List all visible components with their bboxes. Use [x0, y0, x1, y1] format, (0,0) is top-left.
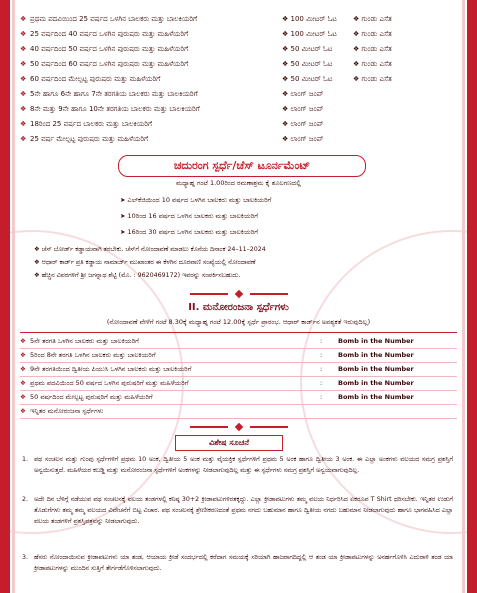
chess-note: ❖ ಆಧಾರ್ ಕಾರ್ಡ್ ಪ್ರತಿ ಕಡ್ಡಾಯ ನಾಮಾರ್ಜ್ ಮುಖಾಂತರ ಈ ಕೆಳಗಿನ ದೂರವಾಣಿ ಸಂಖ್ಯೆಯಲ್ಲಿ ನೋಂದಾವಣೆ: [34, 259, 256, 266]
right-border: [467, 0, 477, 593]
left-inner-border: [12, 0, 15, 593]
event-row: ❖ 25 ವರ್ಷದಿಂದ 40 ವರ್ಷದ ಒಳಗಿನ ಪುರುಷರು ಮತ್ತು ಮಹಿಳೆಯರಿಗೆ ❖ 100 ಮೀಟರ್ ಓಟ ❖ ಗುಂಡು ಎಸೆತ: [20, 30, 392, 38]
ornament-divider: [190, 291, 290, 297]
ornament-divider: [190, 424, 290, 430]
entertainment-table: [20, 332, 457, 415]
event-row: ❖ 25 ವರ್ಷ ಮೇಲ್ಪಟ್ಟ ಪುರುಷರು ಮತ್ತು ಮಹಿಳೆಯರಿಗೆ ❖ ಲಾಂಗ್ ಜಂಪ್: [20, 135, 324, 143]
chess-group-item: ➤ ಎಲ್‌ಕೆಜಿಯಿಂದ 10 ವರ್ಷದ ಒಳಗಿನ ಬಾಲಕರು ಮತ್ತು ಬಾಲಕಿಯರಿಗೆ: [120, 196, 272, 204]
event-row: ❖ 8ನೇ ಮತ್ತು 9ನೇ ಹಾಗೂ 10ನೇ ತರಗತಿಯ ಬಾಲಕರು ಮತ್ತು ಬಾಲಕಿಯರಿಗೆ ❖ ಲಾಂಗ್ ಜಂಪ್: [20, 105, 324, 113]
event-row: ❖ 40 ವರ್ಷದಿಂದ 50 ವರ್ಷದ ಒಳಗಿನ ಪುರುಷರು ಮತ್ತು ಮಹಿಳೆಯರಿಗೆ ❖ 50 ಮೀಟರ್ ಓಟ ❖ ಗುಂಡು ಎಸೆತ: [20, 45, 392, 53]
chess-note: ❖ ಚೆಸ್ ಬೋರ್ಡ್ ಕಡ್ಡಾಯವಾಗಿ ತರಬೇಕು. ಚೆಸ್‌ಗೆ ನೋಂದಾವಣೆ ಮಾಡಲು ಕೊನೆಯ ದಿನಾಂಕ 24–11–2024: [34, 246, 266, 253]
table-row: ❖ 5ರಿಂದ 8ನೇ ತರಗತಿ ಒಳಗಿನ ಬಾಲಕರು ಮತ್ತು ಬಾಲಕಿಯರಿಗೆ : Bomb in the Number: [20, 349, 457, 363]
event-row: ❖ ಪ್ರಥಮ ಪದವಿಯಿಂದ 25 ವರ್ಷದ ಒಳಗಿನ ಬಾಲಕರು ಮತ್ತು ಬಾಲಕಿಯರಿಗೆ ❖ 100 ಮೀಟರ್ ಓಟ ❖ ಗುಂಡು ಎಸೆತ: [20, 15, 392, 23]
entertainment-note: (ನೋಂದಾವಣೆ ವೇಳೆಗೆ ಗಂಟೆ 8.30ಕ್ಕೆ ಮಧ್ಯಾಹ್ನ ಗಂಟೆ 12.00ಕ್ಕೆ ಸ್ಪರ್ಧೆ ಪ್ರಾರಂಭ. ಆಧಾರ್ ಕಾರ್ಡ್‌ನ ಅವಶ್ಯಕತೆ ಇರುವುದಿಲ್ಲ): [106, 318, 371, 326]
table-row: ❖ 9ನೇ ತರಗತಿಯಿಂದ ದ್ವಿತೀಯ ಪಿಯುಸಿ ಒಳಗಿನ ಬಾಲಕರು ಮತ್ತು ಬಾಲಕಿಯರಿಗೆ : Bomb in the Number: [20, 363, 457, 377]
event-row: ❖ 5ನೇ ಹಾಗೂ 6ನೇ ಹಾಗೂ 7ನೇ ತರಗತಿಯ ಬಾಲಕರು ಮತ್ತು ಬಾಲಕಿಯರಿಗೆ ❖ ಲಾಂಗ್ ಜಂಪ್: [20, 90, 324, 98]
left-border: [0, 0, 10, 593]
special-notice-title: ವಿಶೇಷ ಸೂಚನೆ: [175, 435, 283, 451]
chess-section-title: ಚದುರಂಗ ಸ್ಪರ್ಧೆ/ಚೆಸ್ ಟೂರ್ನಮೆಂಟ್: [118, 155, 366, 177]
chess-note: ❖ ಹೆಚ್ಚಿನ ವಿವರಗಳಿಗೆ ಶ್ರೀ ಜಗನ್ನಾಥ ಶೆಟ್ಟಿ (ಮೊ. : 9620469172) ಇವರನ್ನು ಸಂಪರ್ಕಿಸಬಹುದು.: [34, 272, 241, 279]
table-row: ❖ ಇನ್ನಿತರ ಮನೋರಂಜನಾ ಸ್ಪರ್ಧೆಗಳು: [20, 405, 457, 419]
right-inner-border: [462, 0, 465, 593]
table-row: ❖ 50 ವರ್ಷದಿಂದ ಮೇಲ್ಪಟ್ಟ ಪುರುಷರಿಗೆ ಮತ್ತು ಮಹಿಳೆಯರಿಗೆ : Bomb in the Number: [20, 391, 457, 405]
chess-group-item: ➤ 16ರಿಂದ 30 ವರ್ಷದ ಒಳಗಿನ ಬಾಲಕರು ಮತ್ತು ಬಾಲಕಿಯರಿಗೆ: [120, 228, 258, 236]
event-row: ❖ 60 ವರ್ಷದಿಂದ ಮೇಲ್ಪಟ್ಟ ಪುರುಷರು ಮತ್ತು ಮಹಿಳೆಯರಿಗೆ ❖ 50 ಮೀಟರ್ ಓಟ ❖ ಗುಂಡು ಎಸೆತ: [20, 75, 392, 83]
event-row: ❖ 50 ವರ್ಷದಿಂದ 60 ವರ್ಷದ ಒಳಗಿನ ಪುರುಷರು ಮತ್ತು ಮಹಿಳೆಯರಿಗೆ ❖ 50 ಮೀಟರ್ ಓಟ ❖ ಗುಂಡು ಎಸೆತ: [20, 60, 392, 68]
table-row: ❖ 5ನೇ ತರಗತಿ ಒಳಗಿನ ಬಾಲಕರು ಮತ್ತು ಬಾಲಕಿಯರಿಗೆ : Bomb in the Number: [20, 335, 457, 349]
event-row: ❖ 18ರಿಂದ 25 ವರ್ಷದ ಬಾಲಕರು ಮತ್ತು ಬಾಲಕಿಯರಿಗೆ ❖ ಲಾಂಗ್ ಜಂಪ್: [20, 120, 324, 128]
table-row: ❖ ಪ್ರಥಮ ಪದವಿಯಿಂದ 50 ವರ್ಷದ ಒಳಗಿನ ಪುರುಷರಿಗೆ ಮತ್ತು ಮಹಿಳೆಯರಿಗೆ : Bomb in the Number: [20, 377, 457, 391]
entertainment-title: II. ಮನೋರಂಜನಾ ಸ್ಪರ್ಧೆಗಳು: [188, 302, 289, 313]
document-page: ❖ ಪ್ರಥಮ ಪದವಿಯಿಂದ 25 ವರ್ಷದ ಒಳಗಿನ ಬಾಲಕರು ಮತ್ತು ಬಾಲಕಿಯರಿಗೆ ❖ 100 ಮೀಟರ್ ಓಟ ❖ ಗುಂಡು ಎಸೆತ ❖ 25 ವರ್ಷದಿಂದ 40 ವರ್ಷದ ಒಳಗಿನ ಪುರುಷರು ಮತ್ತು ಮಹಿಳೆಯರಿಗೆ ❖ 100 ಮೀಟರ್ ಓಟ ❖ ಗುಂಡು ಎಸೆತ ❖ 40 ವರ್ಷದಿಂದ 50 ವರ್ಷದ ಒಳಗಿನ ಪುರುಷರು ಮತ್ತು ಮಹಿಳೆಯರಿಗೆ ❖ 50 ಮೀಟರ್ ಓಟ ❖ ಗುಂಡು ಎಸೆತ ❖ 50 ವರ್ಷದಿಂದ 60 ವರ್ಷದ ಒಳಗಿನ ಪುರುಷರು ಮತ್ತು ಮಹಿಳೆಯರಿಗೆ ❖ 50 ಮೀಟರ್ ಓಟ ❖ ಗುಂಡು ಎಸೆತ ❖ 60 ವರ್ಷದಿಂದ ಮೇಲ್ಪಟ್ಟ ಪುರುಷರು ಮತ್ತು ಮಹಿಳೆಯರಿಗೆ ❖ 50 ಮೀಟರ್ ಓಟ ❖ ಗುಂಡು ಎಸೆತ ❖ 5ನೇ ಹಾಗೂ 6ನೇ ಹಾಗೂ 7ನೇ ತರಗತಿಯ ಬಾಲಕರು ಮತ್ತು ಬಾಲಕಿಯರಿಗೆ ❖ ಲಾಂಗ್ ಜಂಪ್ ❖ 8ನೇ ಮತ್ತು 9ನೇ ಹಾಗೂ 10ನೇ ತರಗತಿಯ ಬಾಲಕರು ಮತ್ತು ಬಾಲಕಿಯರಿಗೆ ❖ ಲಾಂಗ್ ಜಂಪ್ ❖ 18ರಿಂದ 25 ವರ್ಷದ ಬಾಲಕರು ಮತ್ತು ಬಾಲಕಿಯರಿಗೆ ❖ ಲಾಂಗ್ ಜಂಪ್ ❖ 25 ವರ್ಷ ಮೇಲ್ಪಟ್ಟ ಪುರುಷರು ಮತ್ತು ಮಹಿಳೆಯರಿಗೆ ❖ ಲಾಂಗ್ ಜಂಪ್ ಚದುರಂಗ ಸ್ಪರ್ಧೆ/ಚೆಸ್ ಟೂರ್ನಮೆಂಟ್ ಮಧ್ಯಾಹ್ನ ಗಂಟೆ 1.00ರಿಂದ ರಮಣಾಶ್ರಮ ಕೈ ಶೂಲಗಣದಲ್ಲಿ ➤ ಎಲ್‌ಕೆಜಿಯಿಂದ 10 ವರ್ಷದ ಒಳಗಿನ ಬಾಲಕರು ಮತ್ತು ಬಾಲಕಿಯರಿಗೆ ➤ 10ರಿಂದ 16 ವರ್ಷದ ಒಳಗಿನ ಬಾಲಕರು ಮತ್ತು ಬಾಲಕಿಯರಿಗೆ ➤ 16ರಿಂದ 30 ವರ್ಷದ ಒಳಗಿನ ಬಾಲಕರು ಮತ್ತು ಬಾಲಕಿಯರಿಗೆ ❖ ಚೆಸ್ ಬೋರ್ಡ್ ಕಡ್ಡಾಯವಾಗಿ ತರಬೇಕು. ಚೆಸ್‌ಗೆ ನೋಂದಾವಣೆ ಮಾಡಲು ಕೊನೆಯ ದಿನಾಂಕ 24–11–2024 ❖ ಆಧಾರ್ ಕಾರ್ಡ್ ಪ್ರತಿ ಕಡ್ಡಾಯ ನಾಮಾರ್ಜ್ ಮುಖಾಂತರ ಈ ಕೆಳಗಿನ ದೂರವಾಣಿ ಸಂಖ್ಯೆಯಲ್ಲಿ ನೋಂದಾವಣೆ ❖ ಹೆಚ್ಚಿನ ವಿವರಗಳಿಗೆ ಶ್ರೀ ಜಗನ್ನಾಥ ಶೆಟ್ಟಿ (ಮೊ. : 9620469172) ಇವರನ್ನು ಸಂಪರ್ಕಿಸಬಹುದು. II. ಮನೋರಂಜನಾ ಸ್ಪರ್ಧೆಗಳು (ನೋಂದಾವಣೆ ವೇಳೆಗೆ ಗಂಟೆ 8.30ಕ್ಕೆ ಮಧ್ಯಾಹ್ನ ಗಂಟೆ 12.00ಕ್ಕೆ ಸ್ಪರ್ಧೆ ಪ್ರಾರಂಭ. ಆಧಾರ್ ಕಾರ್ಡ್‌ನ ಅವಶ್ಯಕತೆ ಇರುವುದಿಲ್ಲ) ❖ 5ನೇ ತರಗತಿ ಒಳಗಿನ ಬಾಲಕರು ಮತ್ತು ಬಾಲಕಿಯರಿಗೆ : Bomb in the Number ❖ 5ರಿಂದ 8ನೇ ತರಗತಿ ಒಳಗಿನ ಬಾಲಕರು ಮತ್ತು ಬಾಲಕಿಯರಿಗೆ : Bomb in the Number ❖ 9ನೇ ತರಗತಿಯಿಂದ ದ್ವಿತೀಯ ಪಿಯುಸಿ ಒಳಗಿನ ಬಾಲಕರು ಮತ್ತು ಬಾಲಕಿಯರಿಗೆ : Bomb in the Number ❖ ಪ್ರಥಮ ಪದವಿಯಿಂದ 50 ವರ್ಷದ ಒಳಗಿನ ಪುರುಷರಿಗೆ ಮತ್ತು ಮಹಿಳೆಯರಿಗೆ : Bomb in the Number ❖ 50 ವರ್ಷದಿಂದ ಮೇಲ್ಪಟ್ಟ ಪುರುಷರಿಗೆ ಮತ್ತು ಮಹಿಳೆಯರಿಗೆ : Bomb in the Number ❖ ಇನ್ನಿತರ ಮನೋರಂಜನಾ ಸ್ಪರ್ಧೆಗಳು ವಿಶೇಷ ಸೂಚನೆ 1. ಪಥ ಸಂಚಲನ ಮತ್ತು ಗುಂಪು ಸ್ಪರ್ಧೆಗಳಿಗೆ ಪ್ರಥಮ 10 ಅಂಕ, ದ್ವಿತೀಯ 5 ಅಂಕ ಮತ್ತು ವೈಯಕ್ತಿಕ ಸ್ಪರ್ಧೆಗಳಿಗೆ ಪ್ರಥಮ 5 ಅಂಕ ಹಾಗೂ ದ್ವಿತೀಯ 3 ಅಂಕ. ಈ ಎಲ್ಲಾ ಅಂಕಗಳು ವಲಯದ ಸಮಗ್ರ ಪ್ರಶಸ್ತಿಗೆ ಅನ್ವಯಿಸುತ್ತದೆ. ಮಹಿಳೆಯರ ಕಬಡ್ಡಿ ಮತ್ತು ಮನೋರಂಜನಾ ಸ್ಪರ್ಧೆಗಳಿಗೆ ಅಂಕಗಳನ್ನು ನೀಡಲಾಗುವುದಿಲ್ಲ ಮತ್ತು ಈ ಸ್ಪರ್ಧೆಗಳು ಸಮಗ್ರ ಪ್ರಶಸ್ತಿಗೆ ಅನ್ವಯವಾಗುವುದಿಲ್ಲ. 2. ಅದೇ ದಿನ ಬೆಳಿಗ್ಗೆ ನಡೆಯುವ ಪಥ ಸಂಚಲನಕ್ಕೆ ವಲಯ ತಂಡಗಳಲ್ಲಿ ಕನಿಷ್ಠ 30+2 ಕ್ರೀಡಾಪಟುಗಳಿರತಕ್ಕದ್ದು. ಎಲ್ಲಾ ಕ್ರೀಡಾಪಟುಗಳು ತಮ್ಮ ವಲಯ ನಿರ್ಧರಿಸಿದ ಏಕರೂಪ T Shirt ಧರಿಸಬೇಕು. ಇನ್ನಿತರ ಉಡುಗೆ ತೊಡುಗೆಗಳು ತಮ್ಮ ತಮ್ಮ ವಲಯದ ವಿವೇಚನೆಗೆ ಬಿಟ್ಟ ವಿಚಾರ. ಪಥ ಸಂಚಲನಕ್ಕೆ ಶ್ರೇಣೀಕರಣದಂತೆ ಪ್ರಥಮ ನಗದು ಬಹುಮಾನ ಹಾಗೂ ದ್ವಿತೀಯ ನಗದು ಬಹುಮಾನ ನೀಡಲಾಗುವುದು ಹಾಗೂ ಭಾಗವಹಿಸಿದ ಎಲ್ಲಾ ವಲಯ ತಂಡಗಳಿಗೆ ಪ್ರಶಸ್ತಿಪತ್ರವನ್ನು ನೀಡಲಾಗುವುದು. 3. ಹೆಸರು ನೋಂದಾಯಿಸುವ ಕ್ರೀಡಾಪಟುಗಳು ಯಾ ತಂಡ, ಆಯಾಯ ಕ್ರೀಡೆ ಸಂದರ್ಭದಲ್ಲಿ ಕರೆದಾಗ ಸಮಯಕ್ಕೆ ಸರಿಯಾಗಿ ಹಾಜರಾಗದಿದ್ದಲ್ಲಿ ಆ ತಂಡ ಯಾ ಕ್ರೀಡಾಪಟುಗಳನ್ನು ಅನರ್ಹಗೊಳಿಸಿ ಎದುರಾಳಿ ತಂಡ ಯಾ ಕ್ರೀಡಾಪಟುಗಳನ್ನು ಮುಂದಿನ ಸುತ್ತಿಗೆ ತೇರ್ಗಡೆಗೊಳಿಸಲಾಗುವುದು.: [20, 0, 457, 593]
chess-group-item: ➤ 10ರಿಂದ 16 ವರ್ಷದ ಒಳಗಿನ ಬಾಲಕರು ಮತ್ತು ಬಾಲಕಿಯರಿಗೆ: [120, 212, 258, 220]
chess-time-note: ಮಧ್ಯಾಹ್ನ ಗಂಟೆ 1.00ರಿಂದ ರಮಣಾಶ್ರಮ ಕೈ ಶೂಲಗಣದಲ್ಲಿ: [175, 179, 302, 187]
